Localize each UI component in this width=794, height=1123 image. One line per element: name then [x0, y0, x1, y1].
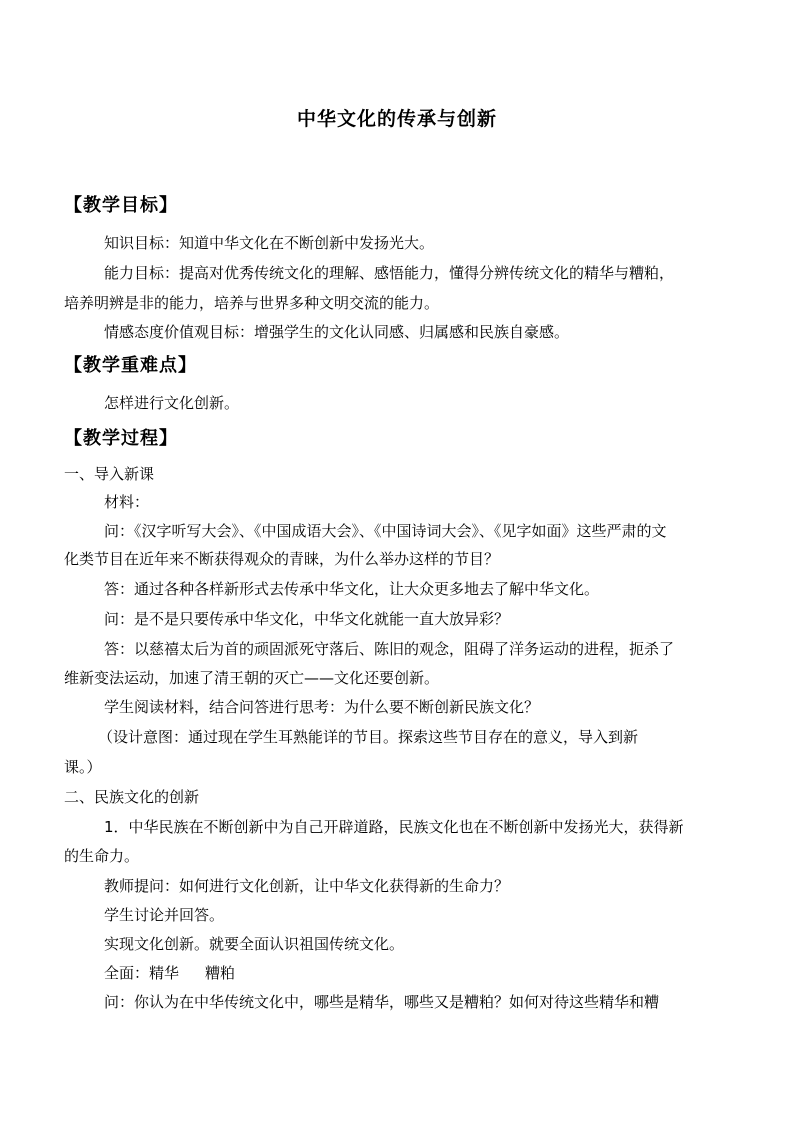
goal-emotion: 情感态度价值观目标：增强学生的文化认同感、归属感和民族自豪感。 [104, 323, 570, 341]
question1-line1: 问：《汉字听写大会》、《中国成语大会》、《中国诗词大会》、《见字如面》这些严肃的文 [104, 522, 667, 540]
answer2-line2: 维新变法运动，加速了清王朝的灭亡——文化还要创新。 [64, 669, 440, 687]
goal-ability-line2: 培养明辨是非的能力，培养与世界多种文明交流的能力。 [64, 294, 440, 312]
section-heading-teaching-goals: 【教学目标】 [64, 195, 178, 216]
realize-innovation: 实现文化创新。就要全面认识祖国传统文化。 [104, 935, 405, 953]
part2-heading: 二、民族文化的创新 [64, 788, 200, 806]
goal-ability-line1: 能力目标：提高对优秀传统文化的理解、感悟能力，懂得分辨传统文化的精华与糟粕， [104, 264, 675, 282]
part1-heading: 一、导入新课 [64, 465, 155, 483]
answer2-line1: 答：以慈禧太后为首的顽固派死守落后、陈旧的观念，阻碍了洋务运动的进程，扼杀了 [104, 640, 675, 658]
design-intent-line2: 课。） [64, 758, 102, 776]
question1-line2: 化类节目在近年来不断获得观众的青睐，为什么举办这样的节目？ [64, 550, 500, 568]
student-think: 学生阅读材料，结合问答进行思考：为什么要不断创新民族文化？ [104, 698, 540, 716]
full-understanding-line [104, 963, 235, 983]
section-heading-teaching-process: 【教学过程】 [64, 428, 178, 449]
full-essence-label: 全面：精华 [104, 964, 180, 982]
document-title: 中华文化的传承与创新 [296, 108, 497, 130]
point1-line2: 的生命力。 [64, 847, 140, 865]
full-dross-label: 糟粕 [205, 964, 236, 982]
difficulty-text: 怎样进行文化创新。 [104, 394, 240, 412]
question3-line1: 问：你认为在中华传统文化中，哪些是精华，哪些又是糟粕？如何对待这些精华和糟 [104, 993, 660, 1011]
material-label: 材料： [104, 493, 150, 511]
point1-line1: 1．中华民族在不断创新中为自己开辟道路，民族文化也在不断创新中发扬光大，获得新 [104, 818, 684, 836]
goal-knowledge: 知识目标：知道中华文化在不断创新中发扬光大。 [104, 234, 435, 252]
student-discuss: 学生讨论并回答。 [104, 906, 225, 924]
design-intent-line1: （设计意图：通过现在学生耳熟能详的节目。探索这些节目存在的意义，导入到新 [98, 728, 639, 746]
section-heading-key-difficulties: 【教学重难点】 [64, 355, 197, 376]
question2: 问：是不是只要传承中华文化，中华文化就能一直大放异彩？ [104, 610, 510, 628]
teacher-question: 教师提问：如何进行文化创新，让中华文化获得新的生命力？ [104, 877, 510, 895]
answer1: 答：通过各种各样新形式去传承中华文化，让大众更多地去了解中华文化。 [104, 580, 600, 598]
